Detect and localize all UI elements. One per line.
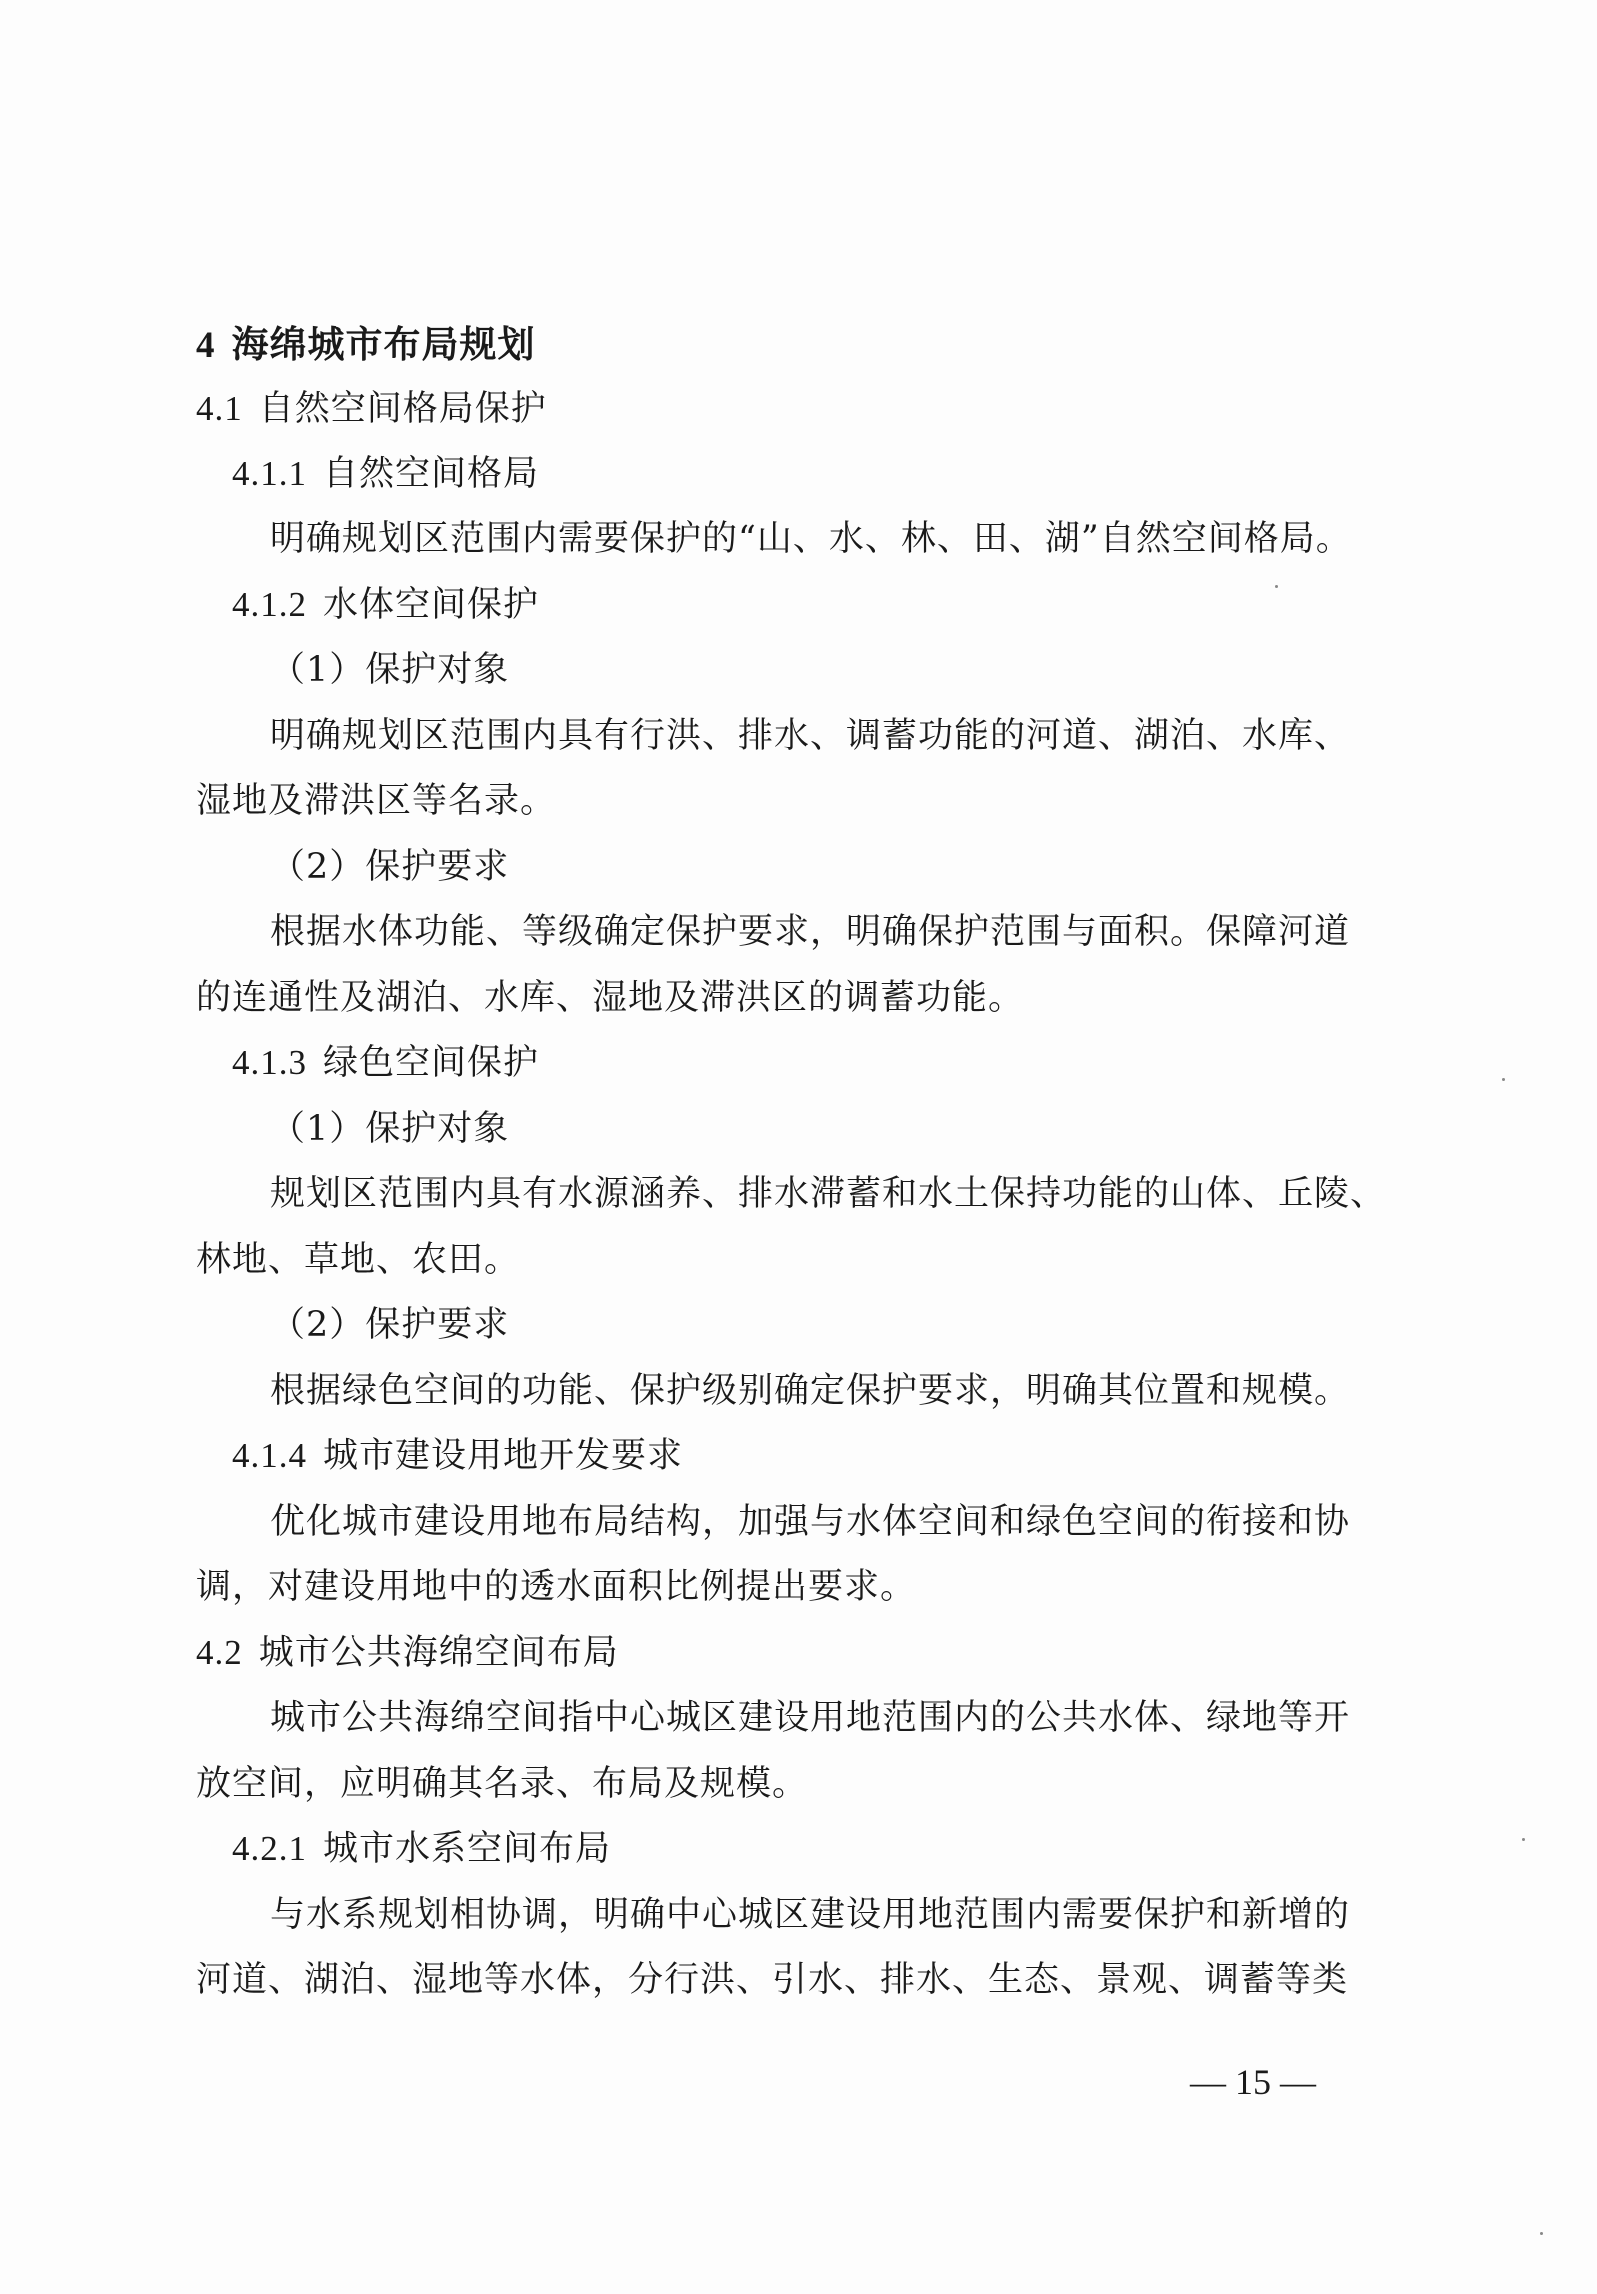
subsection-heading-4-2-1 <box>232 1827 611 1871</box>
paragraph-line: 的连通性及湖泊、水库、湿地及滞洪区的调蓄功能。 <box>196 978 1025 1018</box>
subsection-title: 城市建设用地开发要求 <box>323 1436 684 1476</box>
subsection-title: 自然空间格局 <box>323 454 540 494</box>
paragraph-line: 城市公共海绵空间指中心城区建设用地范围内的公共水体、绿地等开 <box>270 1698 1351 1738</box>
section-number: 4.1 <box>196 389 243 428</box>
paragraph-line: 明确规划区范围内需要保护的“山、水、林、田、湖”自然空间格局。 <box>270 519 1352 559</box>
scan-speck <box>1522 1838 1525 1841</box>
subsection-number: 4.2.1 <box>232 1829 307 1868</box>
subsection-title: 水体空间保护 <box>323 585 540 625</box>
subsection-number: 4.1.4 <box>232 1436 307 1475</box>
list-heading: （1）保护对象 <box>270 650 510 690</box>
subsection-number: 4.1.2 <box>232 585 307 624</box>
section-title: 城市公共海绵空间布局 <box>258 1633 619 1673</box>
section-heading-4-1 <box>196 387 547 431</box>
paragraph-line: 根据绿色空间的功能、保护级别确定保护要求，明确其位置和规模。 <box>270 1371 1351 1411</box>
subsection-heading-4-1-1 <box>232 452 539 496</box>
section-title: 自然空间格局保护 <box>258 389 547 429</box>
chapter-title: 海绵城市布局规划 <box>231 322 536 366</box>
list-heading: （2）保护要求 <box>270 1305 510 1345</box>
paragraph-line: 根据水体功能、等级确定保护要求，明确保护范围与面积。保障河道 <box>270 912 1351 952</box>
subsection-number: 4.1.1 <box>232 454 307 493</box>
subsection-heading-4-1-4 <box>232 1434 683 1478</box>
paragraph-line: 湿地及滞洪区等名录。 <box>196 781 557 821</box>
paragraph-line: 与水系规划相协调，明确中心城区建设用地范围内需要保护和新增的 <box>270 1895 1351 1935</box>
subsection-heading-4-1-2 <box>232 583 539 627</box>
paragraph-line: 调，对建设用地中的透水面积比例提出要求。 <box>196 1567 917 1607</box>
section-number: 4.2 <box>196 1633 243 1672</box>
chapter-number: 4 <box>196 325 216 366</box>
subsection-heading-4-1-3 <box>232 1041 539 1085</box>
paragraph-line: 优化城市建设用地布局结构，加强与水体空间和绿色空间的衔接和协 <box>270 1502 1351 1542</box>
paragraph-line: 林地、草地、农田。 <box>196 1240 521 1280</box>
paragraph-line: 规划区范围内具有水源涵养、排水滞蓄和水土保持功能的山体、丘陵、 <box>270 1174 1387 1214</box>
subsection-number: 4.1.3 <box>232 1043 307 1082</box>
scan-speck <box>1502 1078 1505 1081</box>
paragraph-line: 放空间，应明确其名录、布局及规模。 <box>196 1764 809 1804</box>
list-heading: （1）保护对象 <box>270 1109 510 1149</box>
scan-speck <box>1540 2232 1543 2235</box>
chapter-heading <box>196 322 536 368</box>
section-heading-4-2 <box>196 1631 619 1675</box>
paragraph-line: 河道、湖泊、湿地等水体，分行洪、引水、排水、生态、景观、调蓄等类 <box>196 1960 1349 2000</box>
subsection-title: 城市水系空间布局 <box>323 1829 612 1869</box>
scan-speck <box>1275 585 1278 588</box>
subsection-title: 绿色空间保护 <box>323 1043 540 1083</box>
list-heading: （2）保护要求 <box>270 847 510 887</box>
page-number: — 15 — <box>1190 2062 1316 2102</box>
paragraph-line: 明确规划区范围内具有行洪、排水、调蓄功能的河道、湖泊、水库、 <box>270 716 1351 756</box>
